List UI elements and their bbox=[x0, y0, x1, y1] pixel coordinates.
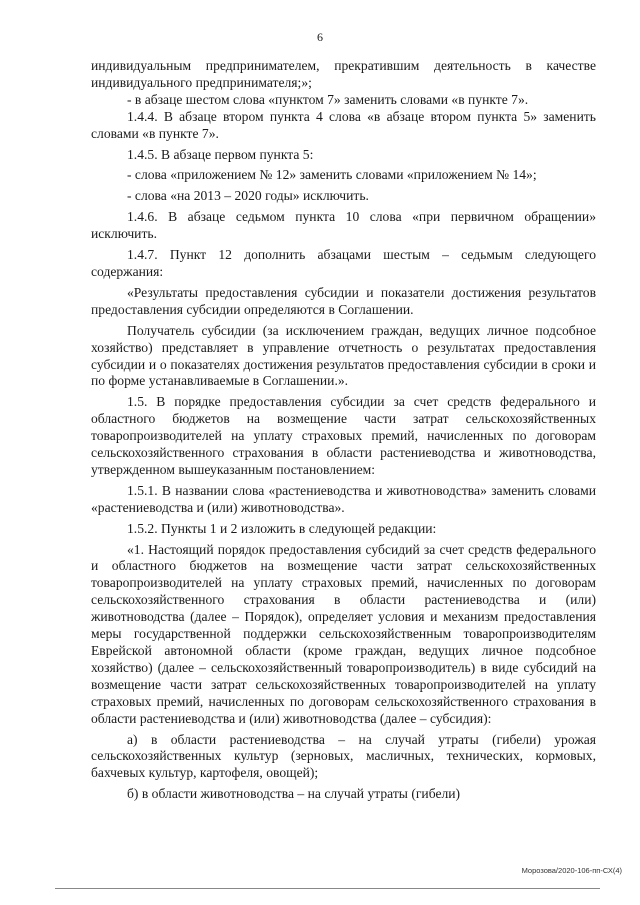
paragraph: 1.5.2. Пункты 1 и 2 изложить в следующей редакции: bbox=[127, 520, 437, 536]
paragraph: - в абзаце шестом слова «пунктом 7» заменить словами «в пункте 7». bbox=[127, 91, 529, 107]
paragraph: Получатель субсидии (за исключением граждан, ведущих личное подсобное хозяйство) представляет в управление отчетность о результатах предоставления субсидии и о показателях достижения результатов предоставления субсидии в сроки и по форме устанавливаемые в Соглашении.». bbox=[91, 322, 596, 389]
paragraph: - слова «на 2013 – 2020 годы» исключить. bbox=[127, 188, 369, 204]
paragraph: 1.4.4. В абзаце втором пункта 4 слова «в абзаце втором пункта 5» заменить словами «в пункте 7». bbox=[91, 108, 596, 141]
paragraph: «1. Настоящий порядок предоставления субсидий за счет средств федерального и областного бюджетов на возмещение части затрат сельскохозяйственных товаропроизводителей на уплату страховых премий, начисленных по договорам сельскохозяйственного страхования в области растениеводства и (или) животноводства (далее – Порядок), определяет условия и механизм предоставления меры государственной поддержки сельскохозяйственным товаропроизводителям Еврейской автономной области (кроме граждан, ведущих личное подсобное хозяйство) (далее – сельскохозяйственный товаропроизводитель) в виде субсидий на возмещение части затрат сельскохозяйственных товаропроизводителей на уплату страховых премий, начисленных по договорам сельскохозяйственного страхования в области растениеводства и (или) животноводства (далее – субсидия): bbox=[91, 541, 596, 726]
page-number: 6 bbox=[317, 30, 323, 44]
paragraph: 1.5.1. В названии слова «растениеводства и животноводства» заменить словами «растениеводства и (или) животноводства». bbox=[91, 482, 596, 515]
paragraph: а) в области растениеводства – на случай утраты (гибели) урожая сельскохозяйственных культур (зерновых, масличных, технических, кормовых, бахчевых культур, картофеля, овощей); bbox=[91, 731, 596, 781]
document-body bbox=[91, 58, 596, 803]
paragraph: 1.4.5. В абзаце первом пункта 5: bbox=[127, 146, 314, 162]
footer-divider bbox=[55, 888, 600, 889]
paragraph: 1.5. В порядке предоставления субсидии за счет средств федерального и областного бюджетов на возмещение части затрат сельскохозяйственных товаропроизводителей на уплату страховых премий, начисленных по договорам сельскохозяйственного страхования в области растениеводства и животноводства, утвержденном вышеуказанным постановлением: bbox=[91, 394, 596, 477]
paragraph: индивидуальным предпринимателем, прекратившим деятельность в качестве индивидуального предпринимателя;»; bbox=[91, 58, 596, 90]
paragraph: 1.4.6. В абзаце седьмом пункта 10 слова «при первичном обращении» исключить. bbox=[91, 209, 596, 242]
paragraph: «Результаты предоставления субсидии и показатели достижения результатов предоставления субсидии определяются в Соглашении. bbox=[91, 284, 596, 317]
paragraph: б) в области животноводства – на случай утраты (гибели) bbox=[127, 786, 461, 802]
paragraph: 1.4.7. Пункт 12 дополнить абзацами шестым – седьмым следующего содержания: bbox=[91, 247, 596, 279]
paragraph: - слова «приложением № 12» заменить словами «приложением № 14»; bbox=[127, 167, 537, 183]
document-code: Морозова/2020-106-пп-СХ(4) bbox=[521, 866, 622, 875]
